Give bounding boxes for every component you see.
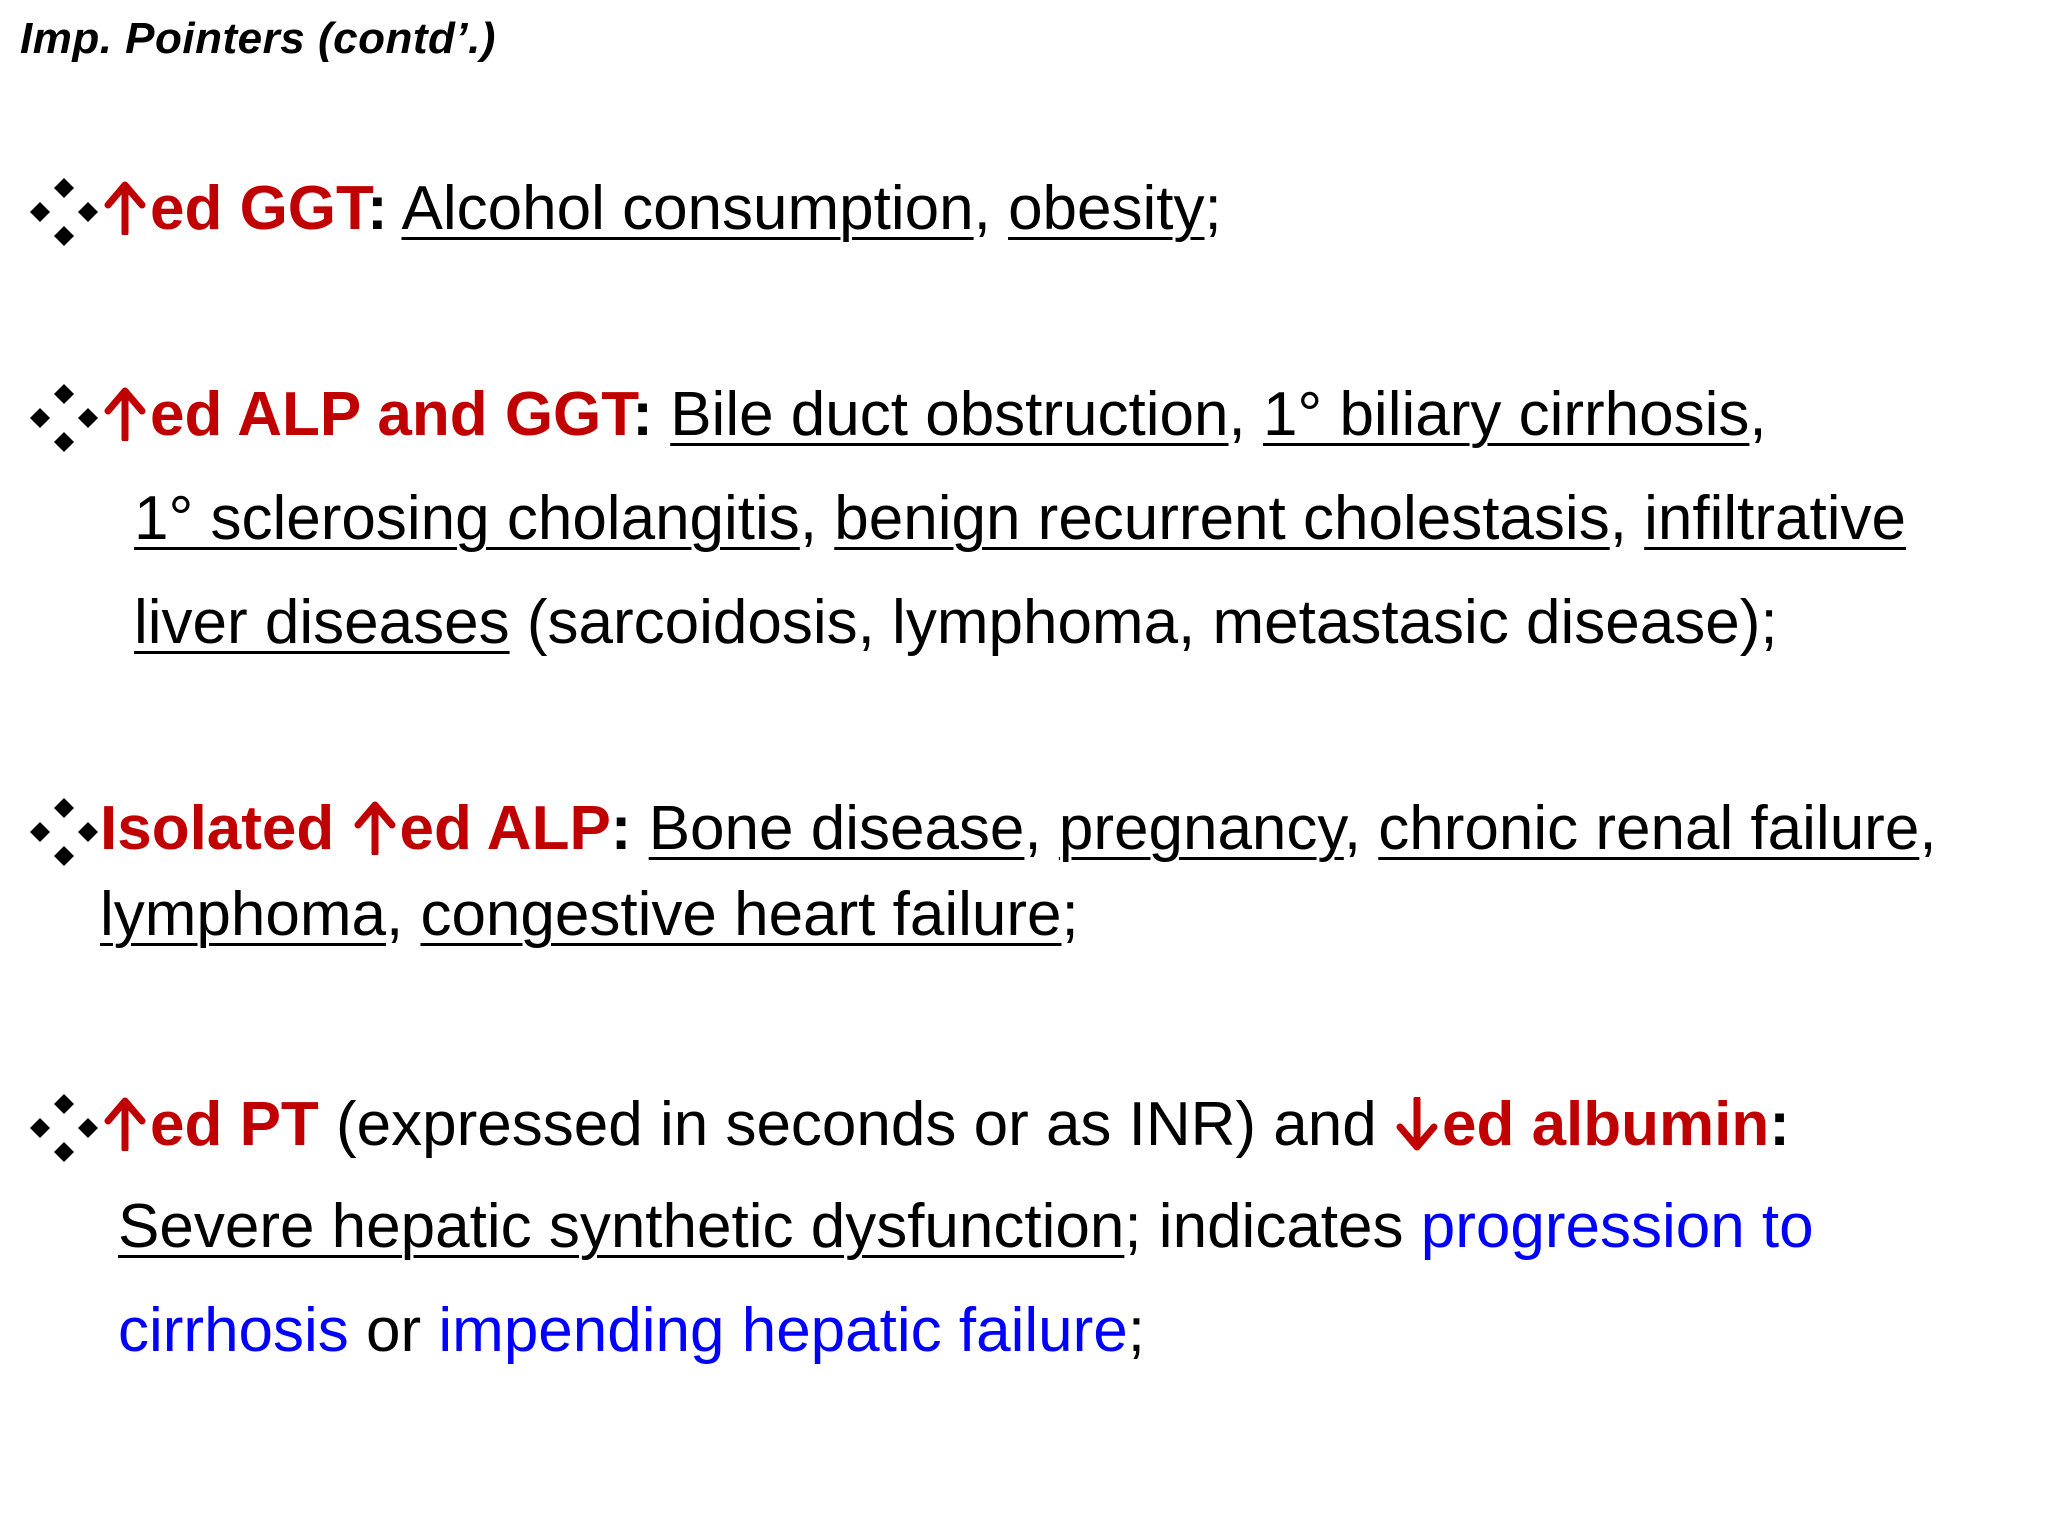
cause-item: liver diseases: [134, 588, 510, 657]
up-arrow-icon: [102, 387, 148, 441]
cause-item: benign recurrent cholestasis: [834, 484, 1610, 553]
cause-item: 1° biliary cirrhosis: [1262, 380, 1750, 449]
highlight-text: impending hepatic failure: [438, 1296, 1128, 1365]
diamond-bullet-icon: [24, 172, 104, 252]
cause-item: lymphoma: [100, 880, 386, 949]
bullet-label: ed GGT: [150, 174, 368, 243]
up-arrow-icon: [102, 1097, 148, 1151]
cause-item: Bone disease: [648, 794, 1025, 863]
cause-item: Bile duct obstruction: [670, 380, 1229, 449]
diamond-bullet-icon: [24, 792, 104, 872]
slide-title: Imp. Pointers (contd’.): [20, 14, 496, 63]
cause-item: pregnancy: [1058, 794, 1344, 863]
cause-item: Alcohol consumption: [401, 174, 974, 243]
highlight-text: cirrhosis: [118, 1296, 349, 1365]
cause-item: Severe hepatic synthetic dysfunction: [118, 1192, 1125, 1261]
bullet-label-2: ed albumin: [1441, 1090, 1770, 1159]
cause-item: 1° sclerosing cholangitis: [134, 484, 800, 553]
cause-item: infiltrative: [1644, 484, 1907, 553]
cause-item: congestive heart failure: [420, 880, 1062, 949]
bullet-label: ed ALP: [399, 794, 611, 863]
bullet-label: ed PT: [150, 1090, 319, 1159]
bullet-label: ed ALP and GGT: [150, 380, 633, 449]
diamond-bullet-icon: [24, 378, 104, 458]
diamond-bullet-icon: [24, 1088, 104, 1168]
bullet-label-prefix: Isolated: [100, 794, 352, 863]
cause-item: chronic renal failure: [1378, 794, 1920, 863]
highlight-text: progression to: [1420, 1192, 1814, 1261]
cause-item: obesity: [1008, 174, 1205, 243]
paren-note: (sarcoidosis, lymphoma, metastasic disease);: [509, 588, 1778, 657]
up-arrow-icon: [102, 181, 148, 235]
down-arrow-icon: [1394, 1097, 1440, 1151]
up-arrow-icon: [352, 801, 398, 855]
middle-text: (expressed in seconds or as INR) and: [318, 1090, 1394, 1159]
